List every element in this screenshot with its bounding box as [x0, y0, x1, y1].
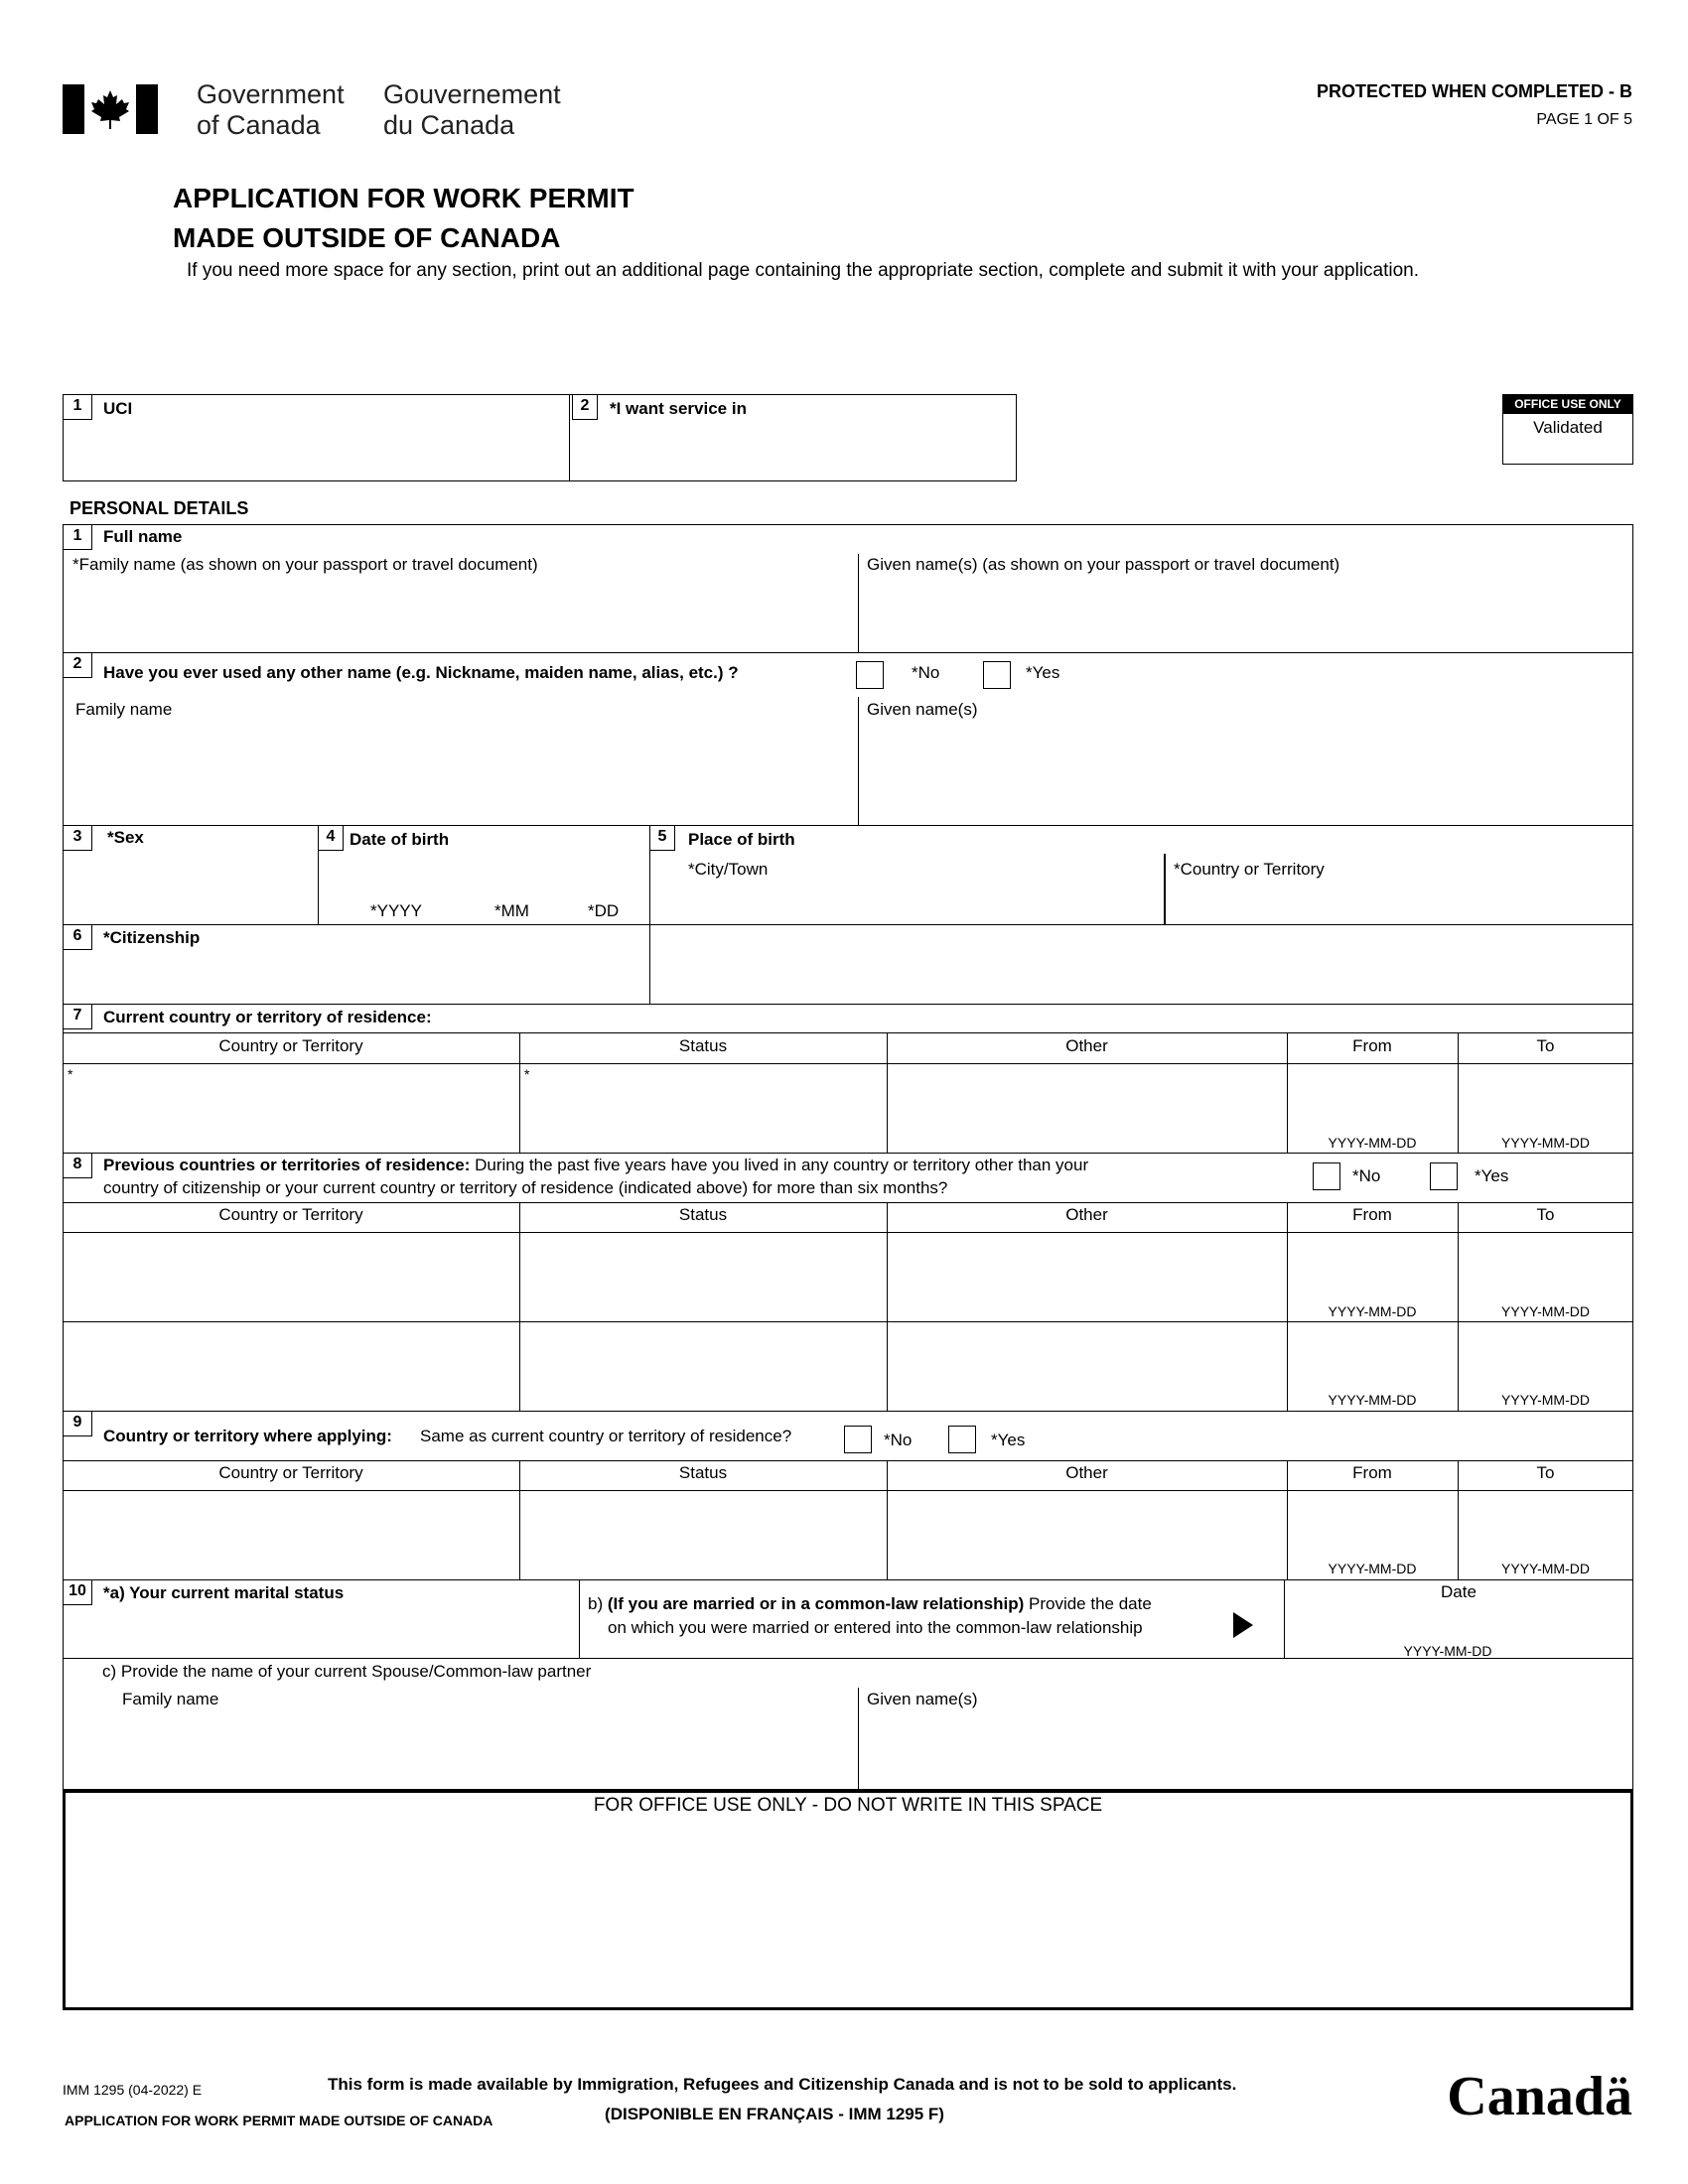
q8-row2-from-input[interactable] [1291, 1326, 1454, 1386]
q8-row1-to-format: YYYY-MM-DD [1501, 1303, 1590, 1319]
dob-day-input[interactable] [566, 856, 645, 899]
form-title-line-1: APPLICATION FOR WORK PERMIT [173, 183, 634, 213]
office-use-only-tab: OFFICE USE ONLY [1502, 394, 1633, 414]
q9-number: 9 [63, 1411, 92, 1436]
q9-no-checkbox[interactable] [844, 1426, 872, 1453]
q2-yes-checkbox[interactable] [983, 661, 1011, 689]
other-given-names-input[interactable] [864, 725, 1628, 822]
protected-label: PROTECTED WHEN COMPLETED - B [1317, 81, 1632, 101]
q1-given-label: Given name(s) (as shown on your passport or travel document) [867, 555, 1340, 574]
q8-number: 8 [63, 1153, 92, 1178]
dob-yyyy-label: *YYYY [370, 901, 422, 920]
q7-to-format: YYYY-MM-DD [1501, 1135, 1590, 1151]
q1-label: Full name [103, 527, 183, 546]
q10b-prefix: b) [588, 1594, 608, 1613]
q10b-date-label: Date [1441, 1582, 1477, 1601]
uci-number: 1 [63, 394, 92, 420]
q8-row2-to-format: YYYY-MM-DD [1501, 1392, 1590, 1408]
spouse-family-name-input[interactable] [68, 1715, 852, 1785]
q8-label-line-2: country of citizenship or your current country or territory of residence (indicated above) for more than six months? [103, 1178, 948, 1197]
q8-col-from: From [1352, 1205, 1392, 1224]
q5-label: Place of birth [688, 830, 795, 849]
family-name-input[interactable] [68, 580, 852, 649]
q9-label: Country or territory where applying: [103, 1427, 392, 1445]
q7-number: 7 [63, 1004, 92, 1029]
dob-year-input[interactable] [338, 856, 447, 899]
q9-to-format: YYYY-MM-DD [1501, 1561, 1590, 1576]
q8-row2-to-input[interactable] [1462, 1326, 1628, 1386]
q2-given-label: Given name(s) [867, 700, 978, 719]
q7-from-input[interactable] [1291, 1070, 1454, 1130]
form-code: IMM 1295 (04-2022) E [63, 2082, 203, 2098]
q8-row1-other-input[interactable] [892, 1237, 1282, 1316]
q10b-label-line-1 [588, 1594, 1152, 1614]
dob-month-input[interactable] [467, 856, 546, 899]
q8-row2-country-input[interactable] [68, 1326, 514, 1406]
q4-label: Date of birth [350, 830, 450, 849]
q9-same-label: Same as current country or territory of residence? [420, 1427, 792, 1445]
q2-yes-label: *Yes [1026, 663, 1060, 682]
q1-number: 1 [63, 524, 92, 550]
q7-col-country: Country or Territory [218, 1036, 363, 1055]
office-use-area [63, 1790, 1633, 2010]
q9-from-format: YYYY-MM-DD [1328, 1561, 1417, 1576]
q9-other-input[interactable] [892, 1495, 1282, 1574]
q8-col-status: Status [678, 1205, 728, 1224]
q8-row1-status-input[interactable] [524, 1237, 882, 1316]
q5-city-label: *City/Town [688, 860, 769, 879]
q10c-label: c) Provide the name of your current Spouse/Common-law partner [102, 1662, 592, 1681]
q8-row1-to-input[interactable] [1462, 1237, 1628, 1297]
q10b-bold: (If you are married or in a common-law relationship) [607, 1594, 1025, 1613]
q10b-date-format: YYYY-MM-DD [1403, 1643, 1492, 1659]
q2-number: 2 [63, 652, 92, 678]
q8-no-checkbox[interactable] [1313, 1162, 1340, 1190]
gov-fr-line-2: du Canada [383, 110, 515, 140]
q10b-label-line-2: on which you were married or entered into the common-law relationship [608, 1618, 1143, 1637]
q3-number: 3 [63, 825, 92, 851]
canada-flag-icon [63, 84, 158, 134]
arrow-right-icon [1233, 1612, 1253, 1638]
q8-col-to: To [1536, 1205, 1555, 1224]
uci-input[interactable] [68, 425, 564, 477]
q8-row2-other-input[interactable] [892, 1326, 1282, 1406]
dob-dd-label: *DD [588, 901, 620, 920]
dob-mm-label: *MM [494, 901, 529, 920]
gov-en-line-1: Government [197, 79, 345, 109]
spouse-given-names-input[interactable] [864, 1715, 1628, 1785]
footer-notice: This form is made available by Immigration, Refugees and Citizenship Canada and is not to be sold to applicants. [328, 2075, 1237, 2094]
q9-yes-label: *Yes [991, 1431, 1026, 1449]
q9-from-input[interactable] [1291, 1495, 1454, 1555]
q2-label: Have you ever used any other name (e.g. Nickname, maiden name, alias, etc.) ? [103, 663, 739, 682]
q2-no-label: *No [912, 663, 940, 682]
q6-number: 6 [63, 924, 92, 950]
q9-no-label: *No [884, 1431, 913, 1449]
q10c-given-label: Given name(s) [867, 1690, 978, 1708]
q7-country-input[interactable] [68, 1070, 514, 1150]
marital-status-select[interactable] [68, 1610, 574, 1656]
q8-no-label: *No [1352, 1166, 1381, 1185]
q8-yes-label: *Yes [1475, 1166, 1509, 1185]
gov-en-line-2: of Canada [197, 110, 321, 140]
q9-col-country: Country or Territory [218, 1463, 363, 1482]
q8-label-rest: During the past five years have you lived in any country or territory other than your [470, 1156, 1089, 1174]
q9-to-input[interactable] [1462, 1495, 1628, 1555]
sex-select[interactable] [68, 856, 316, 923]
office-use-title: FOR OFFICE USE ONLY - DO NOT WRITE IN THIS SPACE [593, 1795, 1103, 1816]
q8-yes-checkbox[interactable] [1430, 1162, 1458, 1190]
q7-col-status: Status [678, 1036, 728, 1055]
q7-col-to: To [1536, 1036, 1555, 1055]
other-family-name-input[interactable] [68, 725, 852, 822]
q5-number: 5 [649, 825, 675, 851]
q7-from-format: YYYY-MM-DD [1328, 1135, 1417, 1151]
q9-country-input[interactable] [68, 1495, 514, 1574]
q7-country-required: * [68, 1066, 73, 1082]
q4-number: 4 [318, 825, 344, 851]
personal-details-heading: PERSONAL DETAILS [70, 498, 249, 518]
q10-number: 10 [63, 1579, 92, 1605]
given-names-input[interactable] [864, 580, 1628, 649]
q8-row2-from-format: YYYY-MM-DD [1328, 1392, 1417, 1408]
q9-col-other: Other [1065, 1463, 1108, 1482]
form-name: APPLICATION FOR WORK PERMIT MADE OUTSIDE OF CANADA [65, 2113, 493, 2128]
q9-yes-checkbox[interactable] [948, 1426, 976, 1453]
q7-col-from: From [1352, 1036, 1392, 1055]
gov-fr-line-1: Gouvernement [383, 79, 561, 109]
birth-city-input[interactable] [655, 884, 1162, 923]
service-label: *I want service in [610, 399, 747, 418]
q10c-family-label: Family name [122, 1690, 219, 1708]
q7-status-required: * [524, 1066, 530, 1082]
q8-row1-country-input[interactable] [68, 1237, 514, 1316]
q6-label: *Citizenship [103, 928, 201, 947]
q8-row1-from-input[interactable] [1291, 1237, 1454, 1297]
q1-family-label: *Family name (as shown on your passport or travel document) [72, 555, 538, 574]
q2-family-label: Family name [75, 700, 173, 719]
citizenship-select[interactable] [68, 953, 643, 1001]
service-language-select[interactable] [574, 425, 1011, 477]
page-indicator: PAGE 1 OF 5 [1536, 111, 1632, 128]
canada-wordmark: Canadä [1447, 2066, 1632, 2127]
q7-to-input[interactable] [1462, 1070, 1628, 1130]
q9-col-status: Status [678, 1463, 728, 1482]
q2-no-checkbox[interactable] [856, 661, 884, 689]
service-number: 2 [572, 394, 598, 420]
q3-label: *Sex [107, 828, 144, 847]
q7-other-input[interactable] [892, 1070, 1282, 1150]
q8-row1-from-format: YYYY-MM-DD [1328, 1303, 1417, 1319]
uci-label: UCI [103, 399, 133, 418]
q9-status-input[interactable] [524, 1495, 882, 1574]
q7-status-input[interactable] [524, 1070, 882, 1150]
q8-row2-status-input[interactable] [524, 1326, 882, 1406]
q8-label-bold: Previous countries or territories of residence: [103, 1156, 471, 1174]
q8-label-line-1 [103, 1156, 1088, 1175]
q8-col-country: Country or Territory [218, 1205, 363, 1224]
birth-country-select[interactable] [1172, 884, 1628, 923]
q8-col-other: Other [1065, 1205, 1108, 1224]
validated-label: Validated [1533, 418, 1603, 437]
q9-col-from: From [1352, 1463, 1392, 1482]
instructions: If you need more space for any section, print out an additional page containing the appropriate section, complete and submit it with your application. [187, 260, 1420, 281]
q10b-rest: Provide the date [1024, 1594, 1152, 1613]
marriage-date-input[interactable] [1291, 1606, 1628, 1640]
q10a-label: *a) Your current marital status [103, 1583, 345, 1602]
form-title-line-2: MADE OUTSIDE OF CANADA [173, 222, 561, 253]
q7-col-other: Other [1065, 1036, 1108, 1055]
q9-col-to: To [1536, 1463, 1555, 1482]
q7-label: Current country or territory of residence: [103, 1008, 432, 1026]
footer-french: (DISPONIBLE EN FRANÇAIS - IMM 1295 F) [605, 2105, 944, 2123]
q5-country-label: *Country or Territory [1174, 860, 1325, 879]
